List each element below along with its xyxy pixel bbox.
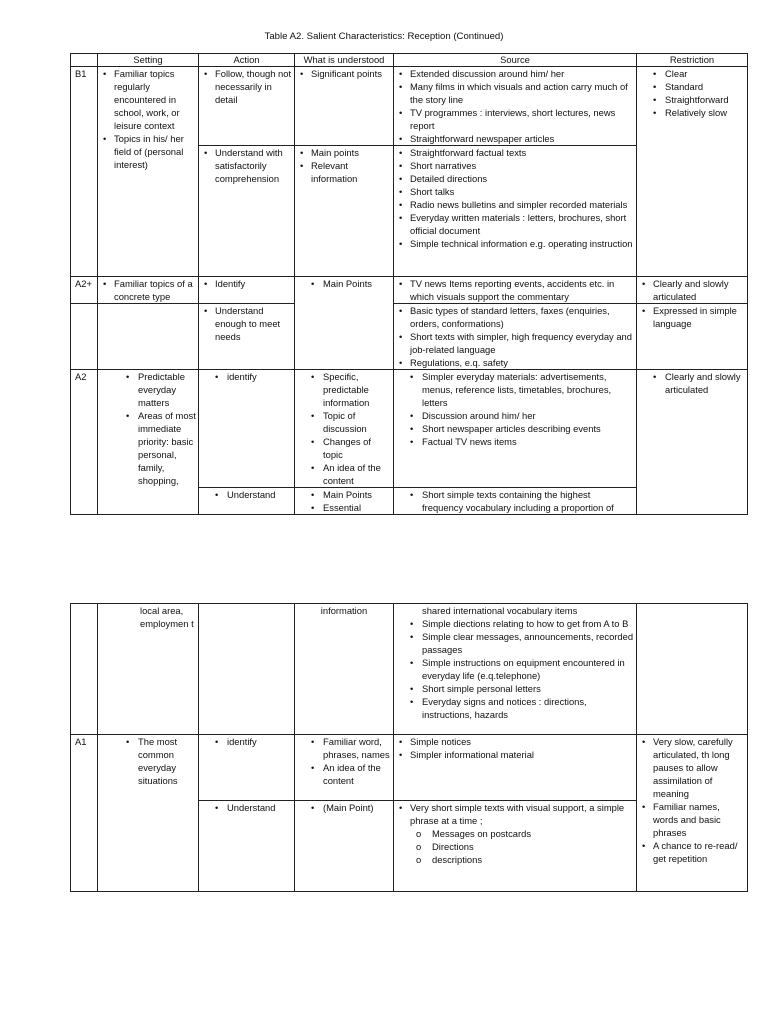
a1-action-1 (199, 735, 295, 801)
bullet-list (396, 277, 634, 303)
list-item: • Understand (201, 801, 292, 814)
list-item: • Short narratives (396, 159, 634, 172)
bullet-list (639, 370, 745, 396)
a2plus-row-2 (71, 304, 748, 370)
bullet-list (396, 304, 634, 369)
list-item: • Short simple personal letters (396, 682, 634, 695)
a2plus-restriction-2 (637, 304, 748, 370)
list-item: • Simple notices (396, 735, 634, 748)
list-item: • Main points (297, 146, 391, 159)
bullet-list (639, 304, 745, 330)
bullet-list (201, 304, 292, 343)
list-item: • Everyday written materials : letters, brochures, short official document (396, 211, 634, 237)
bullet-list (297, 67, 391, 80)
list-item: • Identify (201, 277, 292, 290)
a2plus-source-2 (394, 304, 637, 370)
a1-understood-1 (295, 735, 394, 801)
bullet-list (396, 827, 634, 866)
b1-restriction (637, 67, 748, 277)
list-item: • (Main Point) (297, 801, 391, 814)
list-item: • Straightforward factual texts (396, 146, 634, 159)
list-item: • Significant points (297, 67, 391, 80)
list-item: • Understand with satisfactorily comprehension (201, 146, 292, 185)
list-item: • Very slow, carefully articulated, th long pauses to allow assimilation of meaning (639, 735, 745, 800)
list-item: • Relevant information (297, 159, 391, 185)
b1-source-2 (394, 146, 637, 277)
list-item: • Factual TV news items (396, 435, 634, 448)
a1-action-2 (199, 801, 295, 892)
list-item: • The most common everyday situations (100, 735, 196, 787)
bullet-list (297, 277, 391, 290)
list-item: o descriptions (396, 853, 634, 866)
bullet-list (396, 67, 634, 145)
list-item: • Changes of topic (297, 435, 391, 461)
a2plus-action-2 (199, 304, 295, 370)
level-a2: A2 (71, 370, 98, 515)
list-item: o Messages on postcards (396, 827, 634, 840)
list-item: • Clear (639, 67, 745, 80)
list-item: • Short simple texts containing the highest frequency vocabulary including a proportion of (396, 488, 634, 514)
header-row (71, 54, 748, 67)
list-item: • Simpler informational material (396, 748, 634, 761)
bullet-list (297, 488, 391, 514)
a2plus-setting (98, 277, 199, 304)
a2-cont-source: shared international vocabulary items • Simple diections relating to how to get from A to B • Simple clear messages, announcements, recorded passages • Simple instructions on equipment encountered in everyday life (e.q.telephone) • Short simple personal letters • Everyday signs and notices : directions, instructions, hazards (394, 604, 637, 735)
bullet-list (201, 488, 292, 501)
a2-action-1 (199, 370, 295, 488)
a1-restriction (637, 735, 748, 892)
b1-action-1 (199, 67, 295, 146)
list-item: • Simple technical information e.g. operating instruction (396, 237, 634, 250)
bullet-list (396, 370, 634, 448)
bullet-list (396, 801, 634, 827)
list-item: • Regulations, e.q. safety (396, 356, 634, 369)
list-item: • Very short simple texts with visual support, a simple phrase at a time ; (396, 801, 634, 827)
reception-table-part-2 (70, 603, 748, 892)
b1-action-2 (199, 146, 295, 277)
a2plus-understood (295, 277, 394, 370)
bullet-list (297, 801, 391, 814)
list-item: o Directions (396, 840, 634, 853)
list-item: • Short texts with simpler, high frequency everyday and job-related language (396, 330, 634, 356)
b1-understood-1 (295, 67, 394, 146)
understood-header: What is understood (295, 54, 394, 67)
bullet-list (396, 735, 634, 761)
list-item: • A chance to re-read/ get repetition (639, 839, 745, 865)
list-item: • Clearly and slowly articulated (639, 277, 745, 303)
list-item: • Areas of most immediate priority: basic personal, family, shopping, (100, 409, 196, 487)
bullet-list (201, 277, 292, 290)
list-item: • Straightforward (639, 93, 745, 106)
list-item: • Detailed directions (396, 172, 634, 185)
bullet-list (639, 277, 745, 303)
a2-cont-action-empty (199, 604, 295, 735)
a2-cont-restriction-empty (637, 604, 748, 735)
a1-setting (98, 735, 199, 892)
setting-header: Setting (98, 54, 199, 67)
list-item: • Expressed in simple language (639, 304, 745, 330)
bullet-list (297, 370, 391, 487)
a2-setting (98, 370, 199, 515)
a2-row-1 (71, 370, 748, 488)
a2-source-1 (394, 370, 637, 488)
bullet-list (100, 735, 196, 787)
list-item: • Extended discussion around him/ her (396, 67, 634, 80)
list-item: • Simple clear messages, announcements, recorded passages (396, 630, 634, 656)
list-item: • Clearly and slowly articulated (639, 370, 745, 396)
bullet-list (201, 370, 292, 383)
bullet-list (201, 146, 292, 185)
table-caption: Table A2. Salient Characteristics: Reception (Continued) (264, 31, 504, 42)
level-a1: A1 (71, 735, 98, 892)
list-item: • Familiar topics regularly encountered in school, work, or leisure context (100, 67, 196, 132)
reception-table-part-1 (70, 53, 748, 515)
a2-understood-2 (295, 488, 394, 515)
list-item: • Simple instructions on equipment encountered in everyday life (e.q.telephone) (396, 656, 634, 682)
b1-understood-2 (295, 146, 394, 277)
restriction-header: Restriction (637, 54, 748, 67)
list-item: • Simpler everyday materials: advertisements, menus, reference lists, timetables, brochures, letters (396, 370, 634, 409)
a2plus-restriction-1 (637, 277, 748, 304)
bullet-list (396, 488, 634, 514)
bullet-list (100, 67, 196, 171)
level-header (71, 54, 98, 67)
list-item: • Straightforward newspaper articles (396, 132, 634, 145)
list-item: • Specific, predictable information (297, 370, 391, 409)
a2-cont-level-empty (71, 604, 98, 735)
list-item: • Basic types of standard letters, faxes (enquiries, orders, conformations) (396, 304, 634, 330)
list-item: • Radio news bulletins and simpler recorded materials (396, 198, 634, 211)
list-item: • Standard (639, 80, 745, 93)
list-item: • identify (201, 735, 292, 748)
source-header: Source (394, 54, 637, 67)
list-item: • Main Points (297, 277, 391, 290)
list-item: • Follow, though not necessarily in detail (201, 67, 292, 106)
list-item: • Predictable everyday matters (100, 370, 196, 409)
list-item: • TV programmes : interviews, short lectures, news report (396, 106, 634, 132)
bullet-list (396, 146, 634, 250)
list-item: • Main Points (297, 488, 391, 501)
a2plus-row-1 (71, 277, 748, 304)
list-item: • Understand (201, 488, 292, 501)
list-item: • Simple diections relating to how to get from A to B (396, 617, 634, 630)
b1-source-1 (394, 67, 637, 146)
a2plus-level-empty (71, 304, 98, 370)
list-item: • Topics in his/ her field of (personal interest) (100, 132, 196, 171)
list-item: • Everyday signs and notices : directions, instructions, hazards (396, 695, 634, 721)
list-item: • Essential (297, 501, 391, 514)
list-item: • Topic of discussion (297, 409, 391, 435)
a1-row-1 (71, 735, 748, 801)
a2plus-setting-empty (98, 304, 199, 370)
a2-understood-1 (295, 370, 394, 488)
bullet-list (639, 67, 745, 119)
a2plus-source-1 (394, 277, 637, 304)
a2-action-2 (199, 488, 295, 515)
bullet-list (100, 277, 196, 303)
a2-continued-row (71, 604, 748, 735)
a1-understood-2 (295, 801, 394, 892)
bullet-list (201, 801, 292, 814)
b1-row-1 (71, 67, 748, 146)
bullet-list (396, 617, 634, 721)
list-item: • Familiar names, words and basic phrases (639, 800, 745, 839)
bullet-list (297, 735, 391, 787)
list-item: • Understand enough to meet needs (201, 304, 292, 343)
list-item: • Relatively slow (639, 106, 745, 119)
bullet-list (100, 370, 196, 487)
bullet-list (201, 67, 292, 106)
b1-setting (98, 67, 199, 277)
a2plus-action-1 (199, 277, 295, 304)
bullet-list (201, 735, 292, 748)
list-item: • Short talks (396, 185, 634, 198)
a2-cont-understood: information (295, 604, 394, 735)
level-a2plus: A2+ (71, 277, 98, 304)
list-item: • An idea of the content (297, 461, 391, 487)
bullet-list (639, 735, 745, 865)
level-b1: B1 (71, 67, 98, 277)
list-item: • Short newspaper articles describing events (396, 422, 634, 435)
a1-source-1 (394, 735, 637, 801)
list-item: • Familiar topics of a concrete type (100, 277, 196, 303)
list-item: • Many films in which visuals and action carry much of the story line (396, 80, 634, 106)
list-item: • Discussion around him/ her (396, 409, 634, 422)
list-item: • identify (201, 370, 292, 383)
bullet-list (297, 146, 391, 185)
a2-cont-setting: local area, employmen t (98, 604, 199, 735)
a2-restriction (637, 370, 748, 515)
list-item: • An idea of the content (297, 761, 391, 787)
a2-source-2 (394, 488, 637, 515)
action-header: Action (199, 54, 295, 67)
a1-source-2 (394, 801, 637, 892)
list-item: • TV news Items reporting events, accidents etc. in which visuals support the commentary (396, 277, 634, 303)
list-item: • Familiar word, phrases, names (297, 735, 391, 761)
